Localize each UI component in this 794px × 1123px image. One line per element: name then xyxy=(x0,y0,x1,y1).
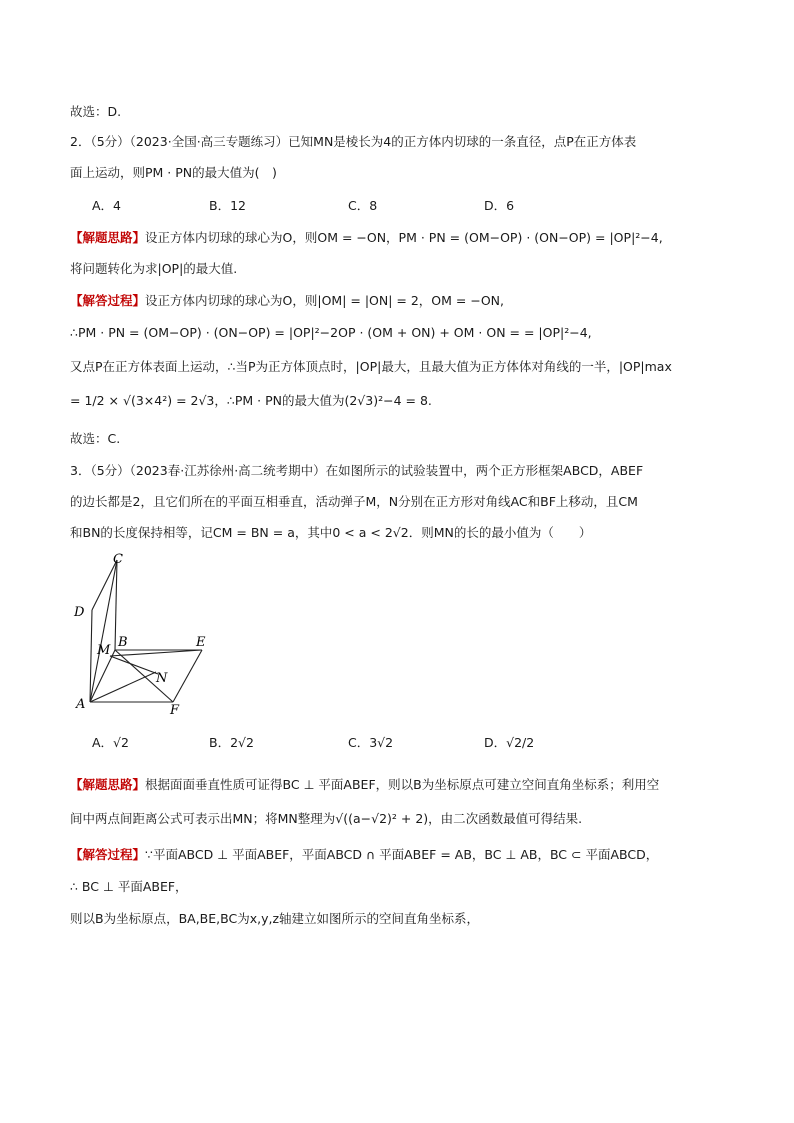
edge-dc xyxy=(92,560,117,610)
q3-figure xyxy=(68,550,238,715)
answer-q1: 故选：D. xyxy=(70,104,122,119)
q2-proc-line4: = 1/2 × √(3×4²) = 2√3，∴PM · PN的最大值为(2√3)²−4 = 8. xyxy=(70,393,432,408)
q3-option-d[interactable]: D．√2/2 xyxy=(484,735,535,750)
q2-proc-line2: ∴PM · PN = (OM−OP) · (ON−OP) = |OP|²−2OP · (OM + ON) + OM · ON = = |OP|²−4, xyxy=(70,325,592,340)
label-d: D xyxy=(74,605,85,620)
q2-option-d[interactable]: D．6 xyxy=(484,198,515,213)
label-n: N xyxy=(156,671,168,686)
q3-proc-line1 xyxy=(70,846,658,864)
edge-ef xyxy=(173,650,202,702)
q3-proc-line2: ∴ BC ⊥ 平面ABEF， xyxy=(70,879,188,894)
q3-idea-text1: 根据面面垂直性质可证得BC ⊥ 平面ABEF，则以B为坐标原点可建立空间直角坐标系；利用空 xyxy=(145,777,660,792)
segment-me xyxy=(110,650,202,656)
q2-proc-line3: 又点P在正方体表面上运动，∴当P为正方体顶点时，|OP|最大，且最大值为正方体体对角线的一半，|OP|max xyxy=(70,359,672,374)
q3-option-c[interactable]: C．3√2 xyxy=(348,735,394,750)
answer-q2: 故选：C. xyxy=(70,431,121,446)
q2-option-c[interactable]: C．8 xyxy=(348,198,378,213)
q2-option-a[interactable]: A．4 xyxy=(92,198,122,213)
q3-option-b[interactable]: B．2√2 xyxy=(209,735,254,750)
q2-option-b[interactable]: B．12 xyxy=(209,198,246,213)
q2-proc-text1: 设正方体内切球的球心为O，则|OM| = |ON| = 2，OM = −ON, xyxy=(145,293,504,308)
diagonal-ac xyxy=(90,560,117,702)
q3-proc-text1: ∵平面ABCD ⊥ 平面ABEF，平面ABCD ∩ 平面ABEF = AB，BC ⊥ AB，BC ⊂ 平面ABCD， xyxy=(145,847,659,862)
q3-idea-line1 xyxy=(70,776,659,794)
label-e: E xyxy=(196,635,206,650)
q3-stem-line1: 3．（5分）（2023春·江苏徐州·高二统考期中）在如图所示的试验装置中，两个正方形框架ABCD，ABEF xyxy=(70,463,644,478)
edge-cb xyxy=(115,560,117,650)
q3-idea-line2: 间中两点间距离公式可表示出MN；将MN整理为√((a−√2)² + 2)，由二次函数最值可得结果. xyxy=(70,811,583,826)
q2-proc-line1 xyxy=(70,292,504,310)
q3-options xyxy=(92,734,692,752)
segment-an xyxy=(90,672,156,702)
label-c: C xyxy=(113,552,123,567)
q3-stem-line3: 和BN的长度保持相等，记CM = BN = a，其中0 < a < 2√2．则MN的长的最小值为（ ） xyxy=(70,525,592,540)
q2-idea-text1: 设正方体内切球的球心为O，则OM = −ON，PM · PN = (OM−OP) · (ON−OP) = |OP|²−4, xyxy=(145,230,663,245)
q2-options xyxy=(92,197,692,215)
label-m: M xyxy=(97,643,111,658)
q3-proc-line3: 则以B为坐标原点，BA,BE,BC为x,y,z轴建立如图所示的空间直角坐标系， xyxy=(70,911,480,926)
q2-idea-line2: 将问题转化为求|OP|的最大值. xyxy=(70,261,238,276)
q2-proc-tag: 【解答过程】 xyxy=(70,293,146,308)
label-b: B xyxy=(118,635,128,650)
segment-mn xyxy=(110,656,158,674)
q2-idea-line1 xyxy=(70,229,663,247)
q2-idea-tag: 【解题思路】 xyxy=(70,230,146,245)
q3-proc-tag: 【解答过程】 xyxy=(70,847,146,862)
q3-option-a[interactable]: A．√2 xyxy=(92,735,129,750)
q3-idea-tag: 【解题思路】 xyxy=(70,777,146,792)
edge-ad xyxy=(90,610,92,702)
label-a: A xyxy=(76,697,86,712)
q3-stem-line2: 的边长都是2，且它们所在的平面互相垂直，活动弹子M，N分别在正方形对角线AC和BF上移动，且CM xyxy=(70,494,638,509)
q2-stem-line2: 面上运动，则PM · PN的最大值为( ) xyxy=(70,165,277,180)
label-f: F xyxy=(170,703,180,715)
q2-stem-line1: 2．（5分）（2023·全国·高三专题练习）已知MN是棱长为4的正方体内切球的一条直径，点P在正方体表 xyxy=(70,134,637,149)
